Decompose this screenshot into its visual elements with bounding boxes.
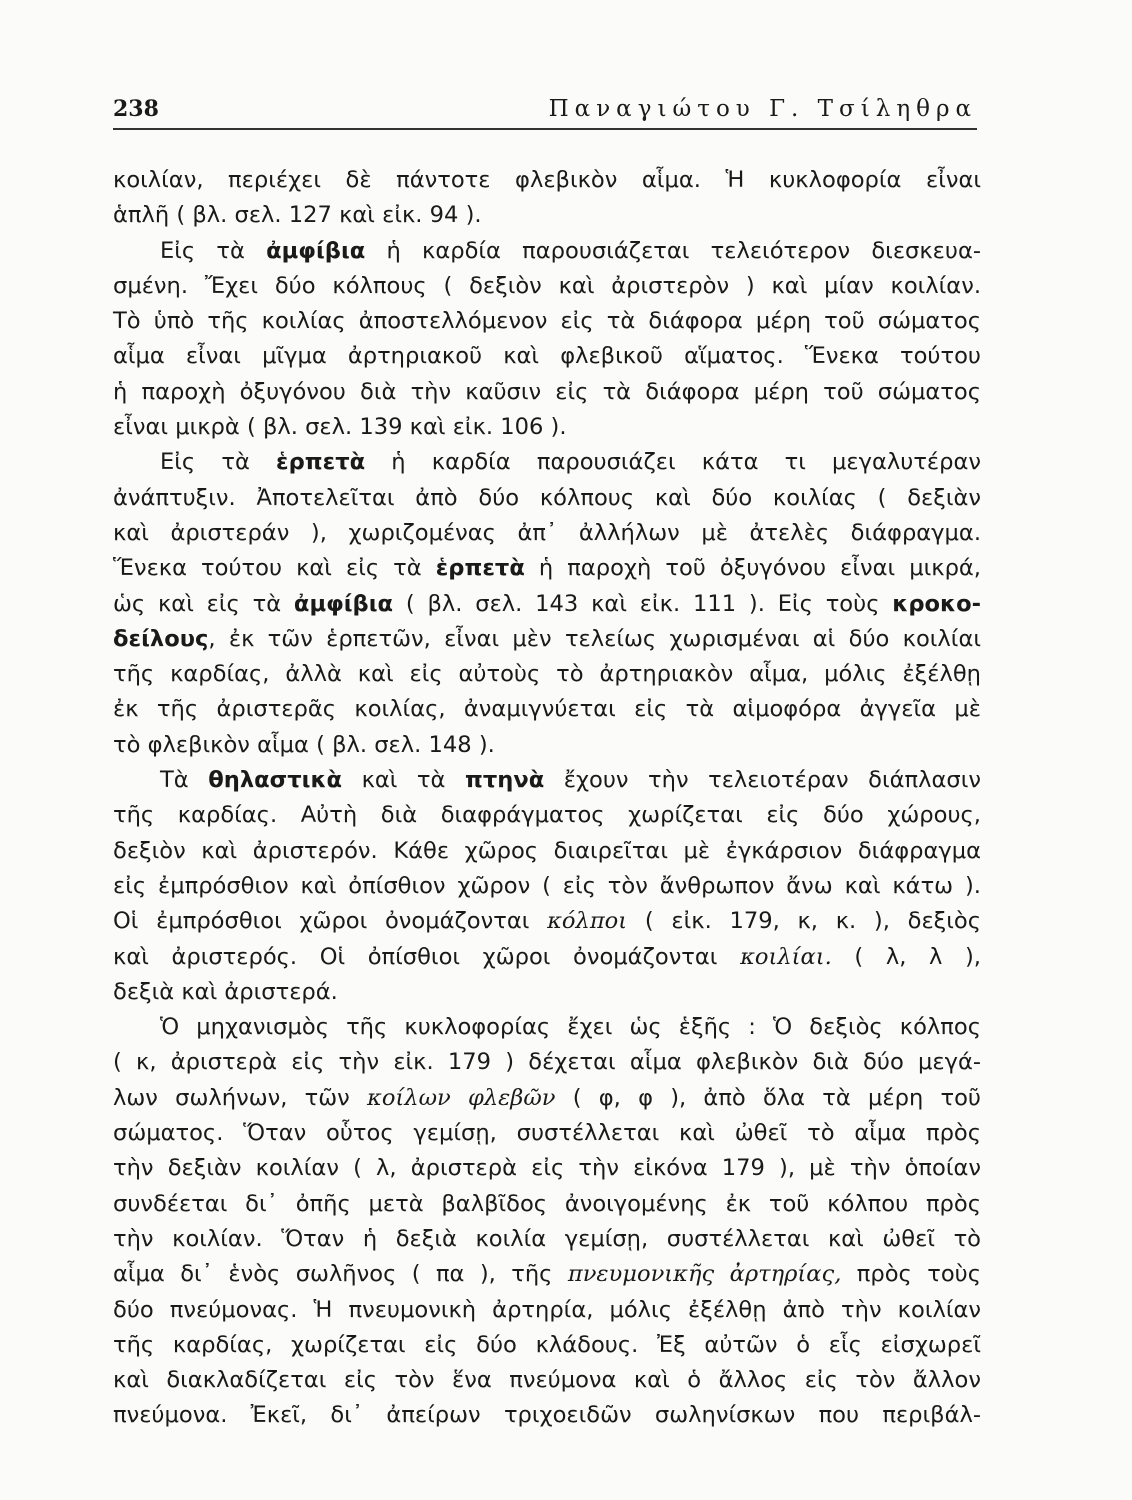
running-head: Παναγιώτου Γ. Τσίληθρα: [548, 96, 977, 122]
page-number: 238: [113, 96, 159, 122]
emphasis: κόλποι: [547, 908, 628, 935]
text-line: δείλους, ἐκ τῶν ἑρπετῶν, εἶναι μὲν τελείως χωρισμέναι αἱ δύο κοιλίαι: [113, 625, 981, 652]
text-line: καὶ ἀριστεράν ), χωριζομένας ἀπ᾽ ἀλλήλων μὲ ἀτελὲς διάφραγμα.: [113, 519, 981, 546]
text-line: λων σωλήνων, τῶν κοίλων φλεβῶν ( φ, φ ), ἀπὸ ὅλα τὰ μέρη τοῦ: [113, 1084, 981, 1111]
page-header: [113, 96, 977, 126]
emphasis: θηλαστικὰ: [208, 767, 343, 794]
text-line: ὡς καὶ εἰς τὰ ἀμφίβια ( βλ. σελ. 143 καὶ εἰκ. 111 ). Εἰς τοὺς κροκο-: [113, 590, 981, 617]
text-line: σώματος. Ὅταν οὗτος γεμίσῃ, συστέλλεται καὶ ὠθεῖ τὸ αἷμα πρὸς: [113, 1120, 981, 1147]
text-line: κοιλίαν, περιέχει δὲ πάντοτε φλεβικὸν αἷμα. Ἡ κυκλοφορία εἶναι: [113, 167, 981, 193]
text-line: καὶ ἀριστερός. Οἱ ὀπίσθιοι χῶροι ὀνομάζονται κοιλίαι. ( λ, λ ),: [113, 943, 981, 970]
text-line: συνδέεται δι᾽ ὀπῆς μετὰ βαλβῖδος ἀνοιγομένης ἐκ τοῦ κόλπου πρὸς: [113, 1190, 981, 1217]
text-line: εἰς ἐμπρόσθιον καὶ ὀπίσθιον χῶρον ( εἰς τὸν ἄνθρωπον ἄνω καὶ κάτω ).: [113, 872, 981, 899]
text-line: ἁπλῆ ( βλ. σελ. 127 καὶ εἰκ. 94 ).: [113, 202, 482, 229]
text-line: ἐκ τῆς ἀριστερᾶς κοιλίας, ἀναμιγνύεται εἰς τὰ αἱμοφόρα ἀγγεῖα μὲ: [113, 696, 981, 723]
emphasis: πνευμονικῆς ἀρτηρίας,: [567, 1261, 842, 1288]
text-line: τῆς καρδίας. Αὐτὴ διὰ διαφράγματος χωρίζεται εἰς δύο χώρους,: [113, 802, 981, 829]
body-text: [113, 163, 981, 1434]
text-line: Ὁ μηχανισμὸς τῆς κυκλοφορίας ἔχει ὡς ἑξῆς : Ὁ δεξιὸς κόλπος: [160, 1014, 981, 1041]
text-line: Ἕνεκα τούτου καὶ εἰς τὰ ἑρπετὰ ἡ παροχὴ τοῦ ὀξυγόνου εἶναι μικρά,: [113, 555, 981, 582]
text-line: δεξιὸν καὶ ἀριστερόν. Κάθε χῶρος διαιρεῖται μὲ ἐγκάρσιον διάφραγμα: [113, 837, 981, 864]
text-line: ( κ, ἀριστερὰ εἰς τὴν εἰκ. 179 ) δέχεται αἷμα φλεβικὸν διὰ δύο μεγά-: [113, 1049, 981, 1076]
text-line: δύο πνεύμονας. Ἡ πνευμονικὴ ἀρτηρία, μόλις ἐξέλθῃ ἀπὸ τὴν κοιλίαν: [113, 1296, 981, 1323]
text-line: τὸ φλεβικὸν αἷμα ( βλ. σελ. 148 ).: [113, 731, 495, 758]
text-line: πνεύμονα. Ἐκεῖ, δι᾽ ἀπείρων τριχοειδῶν σωληνίσκων που περιβάλ-: [113, 1402, 981, 1429]
text-line: τὴν δεξιὰν κοιλίαν ( λ, ἀριστερὰ εἰς τὴν εἰκόνα 179 ), μὲ τὴν ὁποίαν: [113, 1155, 981, 1182]
emphasis: δείλους: [113, 625, 209, 652]
text-line: τὴν κοιλίαν. Ὅταν ἡ δεξιὰ κοιλία γεμίσῃ, συστέλλεται καὶ ὠθεῖ τὸ: [113, 1225, 981, 1252]
text-line: σμένη. Ἔχει δύο κόλπους ( δεξιὸν καὶ ἀριστερὸν ) καὶ μίαν κοιλίαν.: [113, 272, 981, 299]
emphasis: ἑρπετὰ: [435, 555, 525, 582]
emphasis: κροκο-: [892, 590, 981, 617]
header-rule: [113, 128, 977, 130]
text-line: Τὰ θηλαστικὰ καὶ τὰ πτηνὰ ἔχουν τὴν τελειοτέραν διάπλασιν: [160, 767, 981, 794]
emphasis: κοίλων φλεβῶν: [367, 1084, 556, 1111]
text-line: Οἱ ἐμπρόσθιοι χῶροι ὀνομάζονται κόλποι ( εἰκ. 179, κ, κ. ), δεξιὸς: [113, 908, 981, 935]
text-line: Εἰς τὰ ἑρπετὰ ἡ καρδία παρουσιάζει κάτα τι μεγαλυτέραν: [160, 449, 981, 476]
emphasis: κοιλίαι.: [740, 943, 832, 970]
text-line: καὶ διακλαδίζεται εἰς τὸν ἕνα πνεύμονα καὶ ὁ ἄλλος εἰς τὸν ἄλλον: [113, 1367, 981, 1394]
text-line: ἀνάπτυξιν. Ἀποτελεῖται ἀπὸ δύο κόλπους καὶ δύο κοιλίας ( δεξιὰν: [113, 484, 981, 511]
text-line: αἷμα δι᾽ ἑνὸς σωλῆνος ( πα ), τῆς πνευμονικῆς ἀρτηρίας, πρὸς τοὺς: [113, 1261, 981, 1288]
emphasis: ἀμφίβια: [266, 237, 366, 264]
text-line: τῆς καρδίας, χωρίζεται εἰς δύο κλάδους. Ἐξ αὐτῶν ὁ εἷς εἰσχωρεῖ: [113, 1331, 981, 1358]
emphasis: πτηνὰ: [464, 767, 545, 794]
emphasis: ἀμφίβια: [293, 590, 394, 617]
text-line: αἷμα εἶναι μῖγμα ἀρτηριακοῦ καὶ φλεβικοῦ αἵματος. Ἕνεκα τούτου: [113, 343, 981, 370]
text-line: Τὸ ὑπὸ τῆς κοιλίας ἀποστελλόμενον εἰς τὰ διάφορα μέρη τοῦ σώματος: [113, 308, 981, 335]
text-line: εἶναι μικρὰ ( βλ. σελ. 139 καὶ εἰκ. 106 ).: [113, 414, 567, 441]
emphasis: ἑρπετὰ: [276, 449, 366, 476]
text-line: Εἰς τὰ ἀμφίβια ἡ καρδία παρουσιάζεται τελειότερον διεσκευα-: [160, 237, 981, 264]
text-line: τῆς καρδίας, ἀλλὰ καὶ εἰς αὐτοὺς τὸ ἀρτηριακὸν αἷμα, μόλις ἐξέλθῃ: [113, 661, 981, 688]
text-line: δεξιὰ καὶ ἀριστερά.: [113, 978, 338, 1005]
text-line: ἡ παροχὴ ὀξυγόνου διὰ τὴν καῦσιν εἰς τὰ διάφορα μέρη τοῦ σώματος: [113, 378, 981, 405]
